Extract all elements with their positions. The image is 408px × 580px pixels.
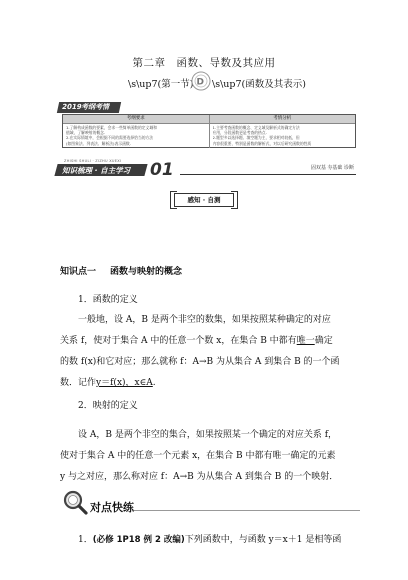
table-line: 内容很重要，特别是函数的解析式，对以后研究函数的性质 [212,140,312,146]
knowledge-point-heading [60,264,182,277]
knowledge-point-label: 知识点一 [60,267,97,277]
section-banner [56,160,356,180]
text-segment: . [152,378,156,388]
table-header [63,115,355,124]
table-line: 2.在实际情境中，会根据不同的需要选择恰当的方法 [66,135,154,141]
section-title [128,76,306,90]
function-definition-line-3: 的数 f(x)和它对应；那么就称 f：A→B 为从集合 A 到集合 B 的一个函 [60,357,340,367]
question-text: 下列函数中，与函数 y＝x＋1 是相等函 [184,535,342,545]
exam-outline-tag: 2019考纲考情 [57,102,121,113]
function-definition-line-4 [60,373,156,395]
quick-practice-title: 对点快练 [90,501,134,514]
quick-practice-divider [134,510,360,511]
banner-number: 01 [150,160,174,180]
underlined-formula: y＝f(x)，x∈A [96,378,153,388]
function-definition-heading: 1．函数的定义 [78,295,138,305]
function-definition-line-2 [60,331,333,353]
table-line: 2.题型多以选择题、填空题为主，要求相对较低，但 [212,135,300,141]
question-number: 1． [78,535,93,545]
mapping-definition-line-2: 使对于集合 A 中的任意一个元素 x，在集合 B 中都有唯一确定的元素 [60,451,336,461]
chapter-title: 第二章 函数、导数及其应用 [132,57,276,69]
mapping-definition-line-3: y 与之对应，那么称对应 f：A→B 为从集合 A 到集合 B 的一个映射． [60,472,339,482]
section-title-left: \s\up7(第一节) [128,79,194,90]
table-cell-analysis [210,124,356,148]
table-header-analysis: 考情分析 [273,116,292,121]
underlined-term: 唯一 [296,336,315,346]
text-segment: 关系 f，使对于集合 A 中的任意一个数 x，在集合 B 中都有 [60,336,297,346]
banner-divider [180,174,356,175]
table-line: 1.主要考查函数的概念、定义域及解析式的确定方法 [212,125,300,130]
knowledge-point-title: 函数与映射的概念 [110,267,183,277]
table-line: 值域，了解映射的概念. [66,130,106,136]
exam-outline-table [62,114,356,148]
table-body [63,124,355,148]
table-header-requirements: 考纲要求 [63,115,210,123]
mapping-definition-line-1: 设 A，B 是两个非空的集合，如果按照某一个确定的对应关系 f， [78,430,338,440]
mapping-definition-heading: 2．映射的定义 [78,401,138,411]
banner-right-text: 固双基 夯基础 诊断 [310,165,354,171]
question-1 [78,530,341,552]
banner-english: ZHISHI SHULI · ZIZHU XUEXI [64,159,122,163]
svg-text:D: D [196,77,204,88]
question-source: (必修 1P18 例 2 改编) [92,535,185,545]
magnifier-icon [60,488,90,518]
text-segment: 数．记作 [60,378,97,388]
table-line: 应用，分段函数更是考查的热点. [212,130,267,136]
self-test-label: 感知 · 自测 [174,193,234,207]
banner-title: 知识梳理 · 自主学习 [62,166,131,175]
table-cell-requirements [63,124,210,148]
text-segment: 确定 [314,336,333,346]
function-definition-line-1: 一般地，设 A，B 是两个非空的数集，如果按照某种确定的对应 [78,315,331,325]
quick-practice-header [60,488,360,522]
table-line: 1.了解构成函数的要素，会求一些简单函数的定义域和 [66,125,157,130]
section-title-right: \s\up7(函数及其表示) [212,79,306,90]
table-line: (如图象法、列表法、解析法)表示函数. [66,140,131,146]
section-decor-icon [190,70,212,92]
